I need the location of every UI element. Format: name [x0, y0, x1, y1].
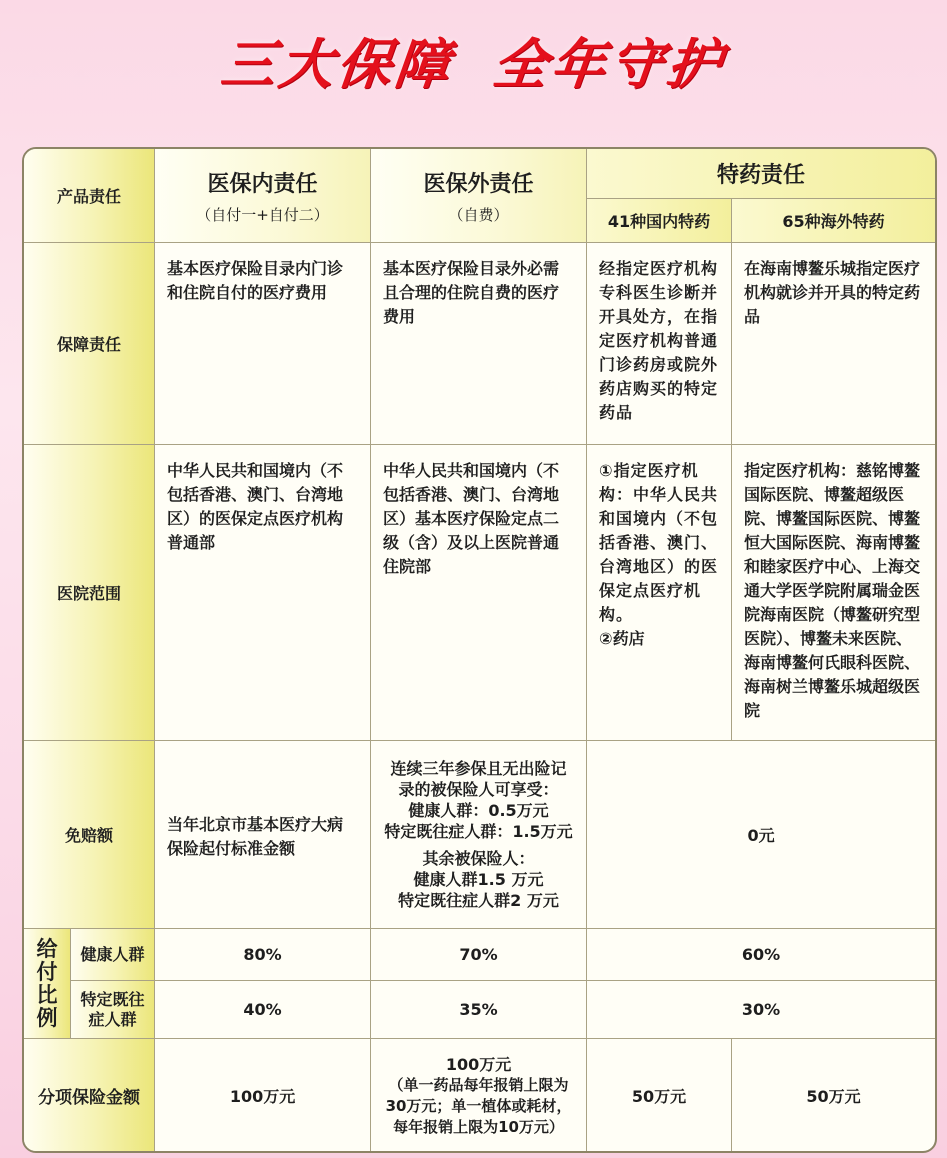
coverage-outside-text: 基本医疗保险目录外必需且合理的住院自费的医疗费用: [383, 259, 560, 326]
column-header-special: [587, 149, 935, 199]
column-header-overseas: 65种海外特药: [732, 199, 935, 243]
payout-healthy-inside: 80%: [155, 929, 371, 981]
deductible-outside-line1: 连续三年参保且无出险记: [390, 759, 567, 778]
coverage-overseas-cell: [732, 243, 935, 445]
inside-title: 医保内责任: [207, 171, 318, 197]
coverage-table: [22, 147, 937, 1153]
coverage-overseas-text: 在海南博鳌乐城指定医疗机构就诊并开具的特定药品: [744, 259, 921, 326]
payout-preexisting-outside: 35%: [371, 981, 587, 1039]
hospital-domestic-text-2: ②药店: [599, 629, 645, 648]
hospital-inside-text: 中华人民共和国境内（不包括香港、澳门、台湾地区）的医保定点医疗机构普通部: [167, 461, 344, 552]
deductible-outside-line6: 健康人群1.5 万元: [413, 870, 544, 889]
column-header-inside: [155, 149, 371, 243]
amount-outside: 100万元: [445, 1055, 512, 1074]
row-header-coverage: 保障责任: [24, 243, 155, 445]
row-header-hospital: 医院范围: [24, 445, 155, 741]
title-right: 全年守护: [489, 33, 729, 96]
deductible-outside-line2: 录的被保险人可享受：: [398, 780, 559, 799]
amount-outside-cell: [371, 1039, 587, 1151]
title-left: 三大保障: [217, 33, 457, 96]
hospital-inside-cell: [155, 445, 371, 741]
payout-label: 给付比例: [36, 936, 58, 1030]
special-title: 特药责任: [717, 163, 806, 188]
amount-overseas: 50万元: [806, 1086, 861, 1106]
deductible-inside-cell: [155, 741, 371, 929]
deductible-inside-text: 当年北京市基本医疗大病保险起付标准金额: [167, 814, 344, 858]
column-header-outside: [371, 149, 587, 243]
amount-domestic: 50万元: [587, 1039, 732, 1151]
row-header-deductible: 免赔额: [24, 741, 155, 929]
deductible-outside-cell: [371, 741, 587, 929]
row-header-payout: [24, 929, 71, 1039]
amount-inside: 100万元: [155, 1039, 371, 1151]
hospital-domestic-cell: [587, 445, 732, 741]
deductible-outside-line7: 特定既往症人群2 万元: [398, 891, 559, 910]
amount-outside-note: （单一药品每年报销上限为30万元；单一植体或耗材，每年报销上限为10万元）: [385, 1076, 572, 1136]
outside-title: 医保外责任: [423, 171, 534, 197]
hospital-outside-text: 中华人民共和国境内（不包括香港、澳门、台湾地区）基本医疗保险定点二级（含）及以上医院普通住院部: [383, 461, 560, 576]
payout-preexisting-inside: 40%: [155, 981, 371, 1039]
hospital-domestic-text-1: ①指定医疗机构：中华人民共和国境内（不包括香港、澳门、台湾地区）的医保定点医疗机构。: [599, 461, 719, 624]
payout-healthy-special: 60%: [587, 929, 935, 981]
row-header-amount: 分项保险金额: [24, 1039, 155, 1151]
deductible-outside-line4: 特定既往症人群：1.5万元: [384, 822, 573, 841]
coverage-inside-text: 基本医疗保险目录内门诊和住院自付的医疗费用: [167, 259, 344, 302]
coverage-outside-cell: [371, 243, 587, 445]
inside-sub: （自付一+自付二）: [196, 205, 329, 224]
row-subheader-healthy: 健康人群: [71, 929, 155, 981]
hospital-overseas-text: 指定医疗机构：慈铭博鳌国际医院、博鳌超级医院、博鳌国际医院、博鳌恒大国际医院、海南博鳌和睦家医疗中心、上海交通大学医学院附属瑞金医院海南医院（博鳌研究型医院）、博鳌未来医院、海南博鳌何氏眼科医院、海南树兰博鳌乐城超级医院: [744, 461, 921, 720]
hospital-outside-cell: [371, 445, 587, 741]
coverage-inside-cell: [155, 243, 371, 445]
deductible-special-cell: 0元: [587, 741, 935, 929]
deductible-outside-line3: 健康人群：0.5万元: [408, 801, 549, 820]
deductible-outside-line5: 其余被保险人：: [422, 849, 535, 868]
outside-sub: （自费）: [448, 205, 509, 224]
column-header-domestic: 41种国内特药: [587, 199, 732, 243]
row-subheader-preexisting: 特定既往症人群: [71, 981, 155, 1039]
payout-preexisting-special: 30%: [587, 981, 935, 1039]
payout-healthy-outside: 70%: [371, 929, 587, 981]
coverage-domestic-text: 经指定医疗机构专科医生诊断并开具处方，在指定医疗机构普通门诊药房或院外药店购买的特定药品: [599, 259, 719, 422]
corner-header: 产品责任: [24, 149, 155, 243]
page-title: [0, 22, 947, 99]
coverage-domestic-cell: [587, 243, 732, 445]
hospital-overseas-cell: [732, 445, 935, 741]
